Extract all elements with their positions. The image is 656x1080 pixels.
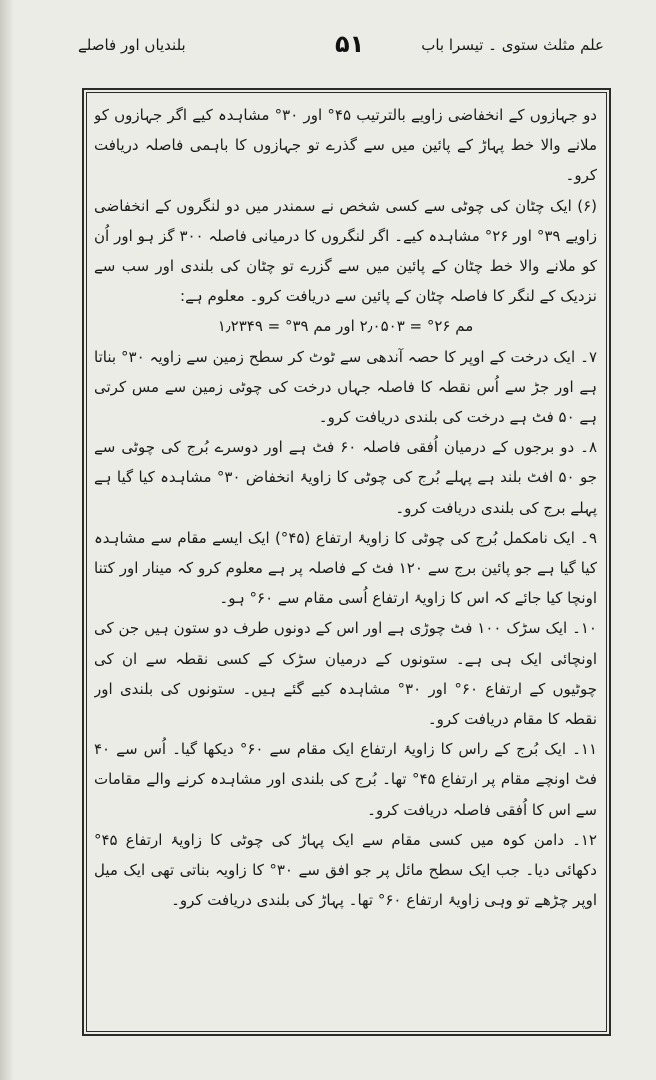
page-number: ۵۱ bbox=[335, 30, 365, 58]
chapter-title: بلندیاں اور فاصلے bbox=[78, 36, 186, 54]
problem-paragraph: ۷۔ ایک درخت کے اوپر کا حصہ آندھی سے ٹوٹ کر سطح زمین سے زاویہ ۳۰° بناتا ہے اور جڑ سے اُس نقطہ کا فاصلہ جہاں درخت کی چوٹی زمین سے مس کرتی ہے ۵۰ فٹ ہے درخت کی بلندی دریافت کرو۔ bbox=[94, 347, 597, 427]
page-spine-shadow bbox=[0, 0, 14, 1080]
problem-paragraph: ۱۲۔ دامن کوہ میں کسی مقام سے ایک پہاڑ کی چوٹی کا زاویۂ ارتفاع ۴۵° دکھائی دیا۔ جب ایک سطح مائل پر جو افق سے ۳۰° کا زاویہ بناتی تھی ایک میل اوپر چڑھے تو وہی زاویۂ ارتفاع ۶۰° تھا۔ پہاڑ کی بلندی دریافت کرو۔ bbox=[94, 830, 597, 910]
page-body bbox=[94, 100, 597, 1022]
log-formula: مم ۲۶° = ۲٫۰۵۰۳ اور مم ۳۹° = ۱٫۲۳۴۹ bbox=[217, 317, 474, 336]
book-title: علم مثلث ستوی ۔ تیسرا باب bbox=[421, 36, 604, 54]
problem-paragraph: دو جہازوں کے انخفاضی زاویے بالترتیب ۴۵° اور ۳۰° مشاہدہ کیے اگر جہازوں کو ملانے والا خط پہاڑ کے پائین میں سے گذرے تو جہازوں کا باہمی فاصلہ دریافت کرو۔ bbox=[94, 106, 597, 185]
problem-paragraph: ۸۔ دو برجوں کے درمیان اُفقی فاصلہ ۶۰ فٹ ہے اور دوسرے بُرج کی چوٹی سے جو ۵۰ افٹ بلند ہے پہلے بُرج کی چوٹی کا زاویۂ انخفاض ۳۰° مشاہدہ کیا گیا ہے پہلے برج کی بلندی دریافت کرو۔ bbox=[94, 438, 597, 517]
problem-paragraph: ۱۱۔ ایک بُرج کے راس کا زاویۂ ارتفاع ایک مقام سے ۶۰° دیکھا گیا۔ اُس سے ۴۰ فٹ اونچے مقام پر ارتفاع ۴۵° تھا۔ بُرج کی بلندی اور مشاہدہ کرنے والے مقامات سے اس کا اُفقی فاصلہ دریافت کرو۔ bbox=[94, 740, 597, 819]
problem-paragraph: ۹۔ ایک نامکمل بُرج کی چوٹی کا زاویۂ ارتفاع (۴۵°) ایک ایسے مقام سے مشاہدہ کیا گیا ہے جو پائین برج سے ۱۲۰ فٹ کے فاصلہ پر ہے معلوم کرو کہ مینار اور کتنا اونچا کیا جائے کہ اس کا زاویۂ ارتفاع اُسی مقام سے ۶۰° ہو۔ bbox=[94, 528, 597, 608]
page-header bbox=[0, 28, 656, 72]
problem-paragraph: (۶) ایک چٹان کی چوٹی سے کسی شخص نے سمندر میں دو لنگروں کے انخفاضی زاویے ۳۹° اور ۲۶° مشاہدہ کیے۔ اگر لنگروں کا درمیانی فاصلہ ۳۰۰ گز ہو اور اُن کو ملانے والا خط چٹان کے پائین میں سے گزرے تو چٹان کی بلندی اور سب سے نزدیک کے لنگر کا فاصلہ چٹان کے پائین سے دریافت کرو۔ معلوم ہے: bbox=[94, 196, 597, 306]
problem-paragraph: ۱۰۔ ایک سڑک ۱۰۰ فٹ چوڑی ہے اور اس کے دونوں طرف دو ستون ہیں جن کی اونچائی ایک ہی ہے۔ ستونوں کے درمیان سڑک کے کسی نقطہ سے ان کی چوٹیوں کے ارتفاع ۶۰° اور ۳۰° مشاہدہ کیے گئے ہیں۔ ستونوں کی بلندی اور نقطہ کا مقام دریافت کرو۔ bbox=[94, 619, 597, 729]
